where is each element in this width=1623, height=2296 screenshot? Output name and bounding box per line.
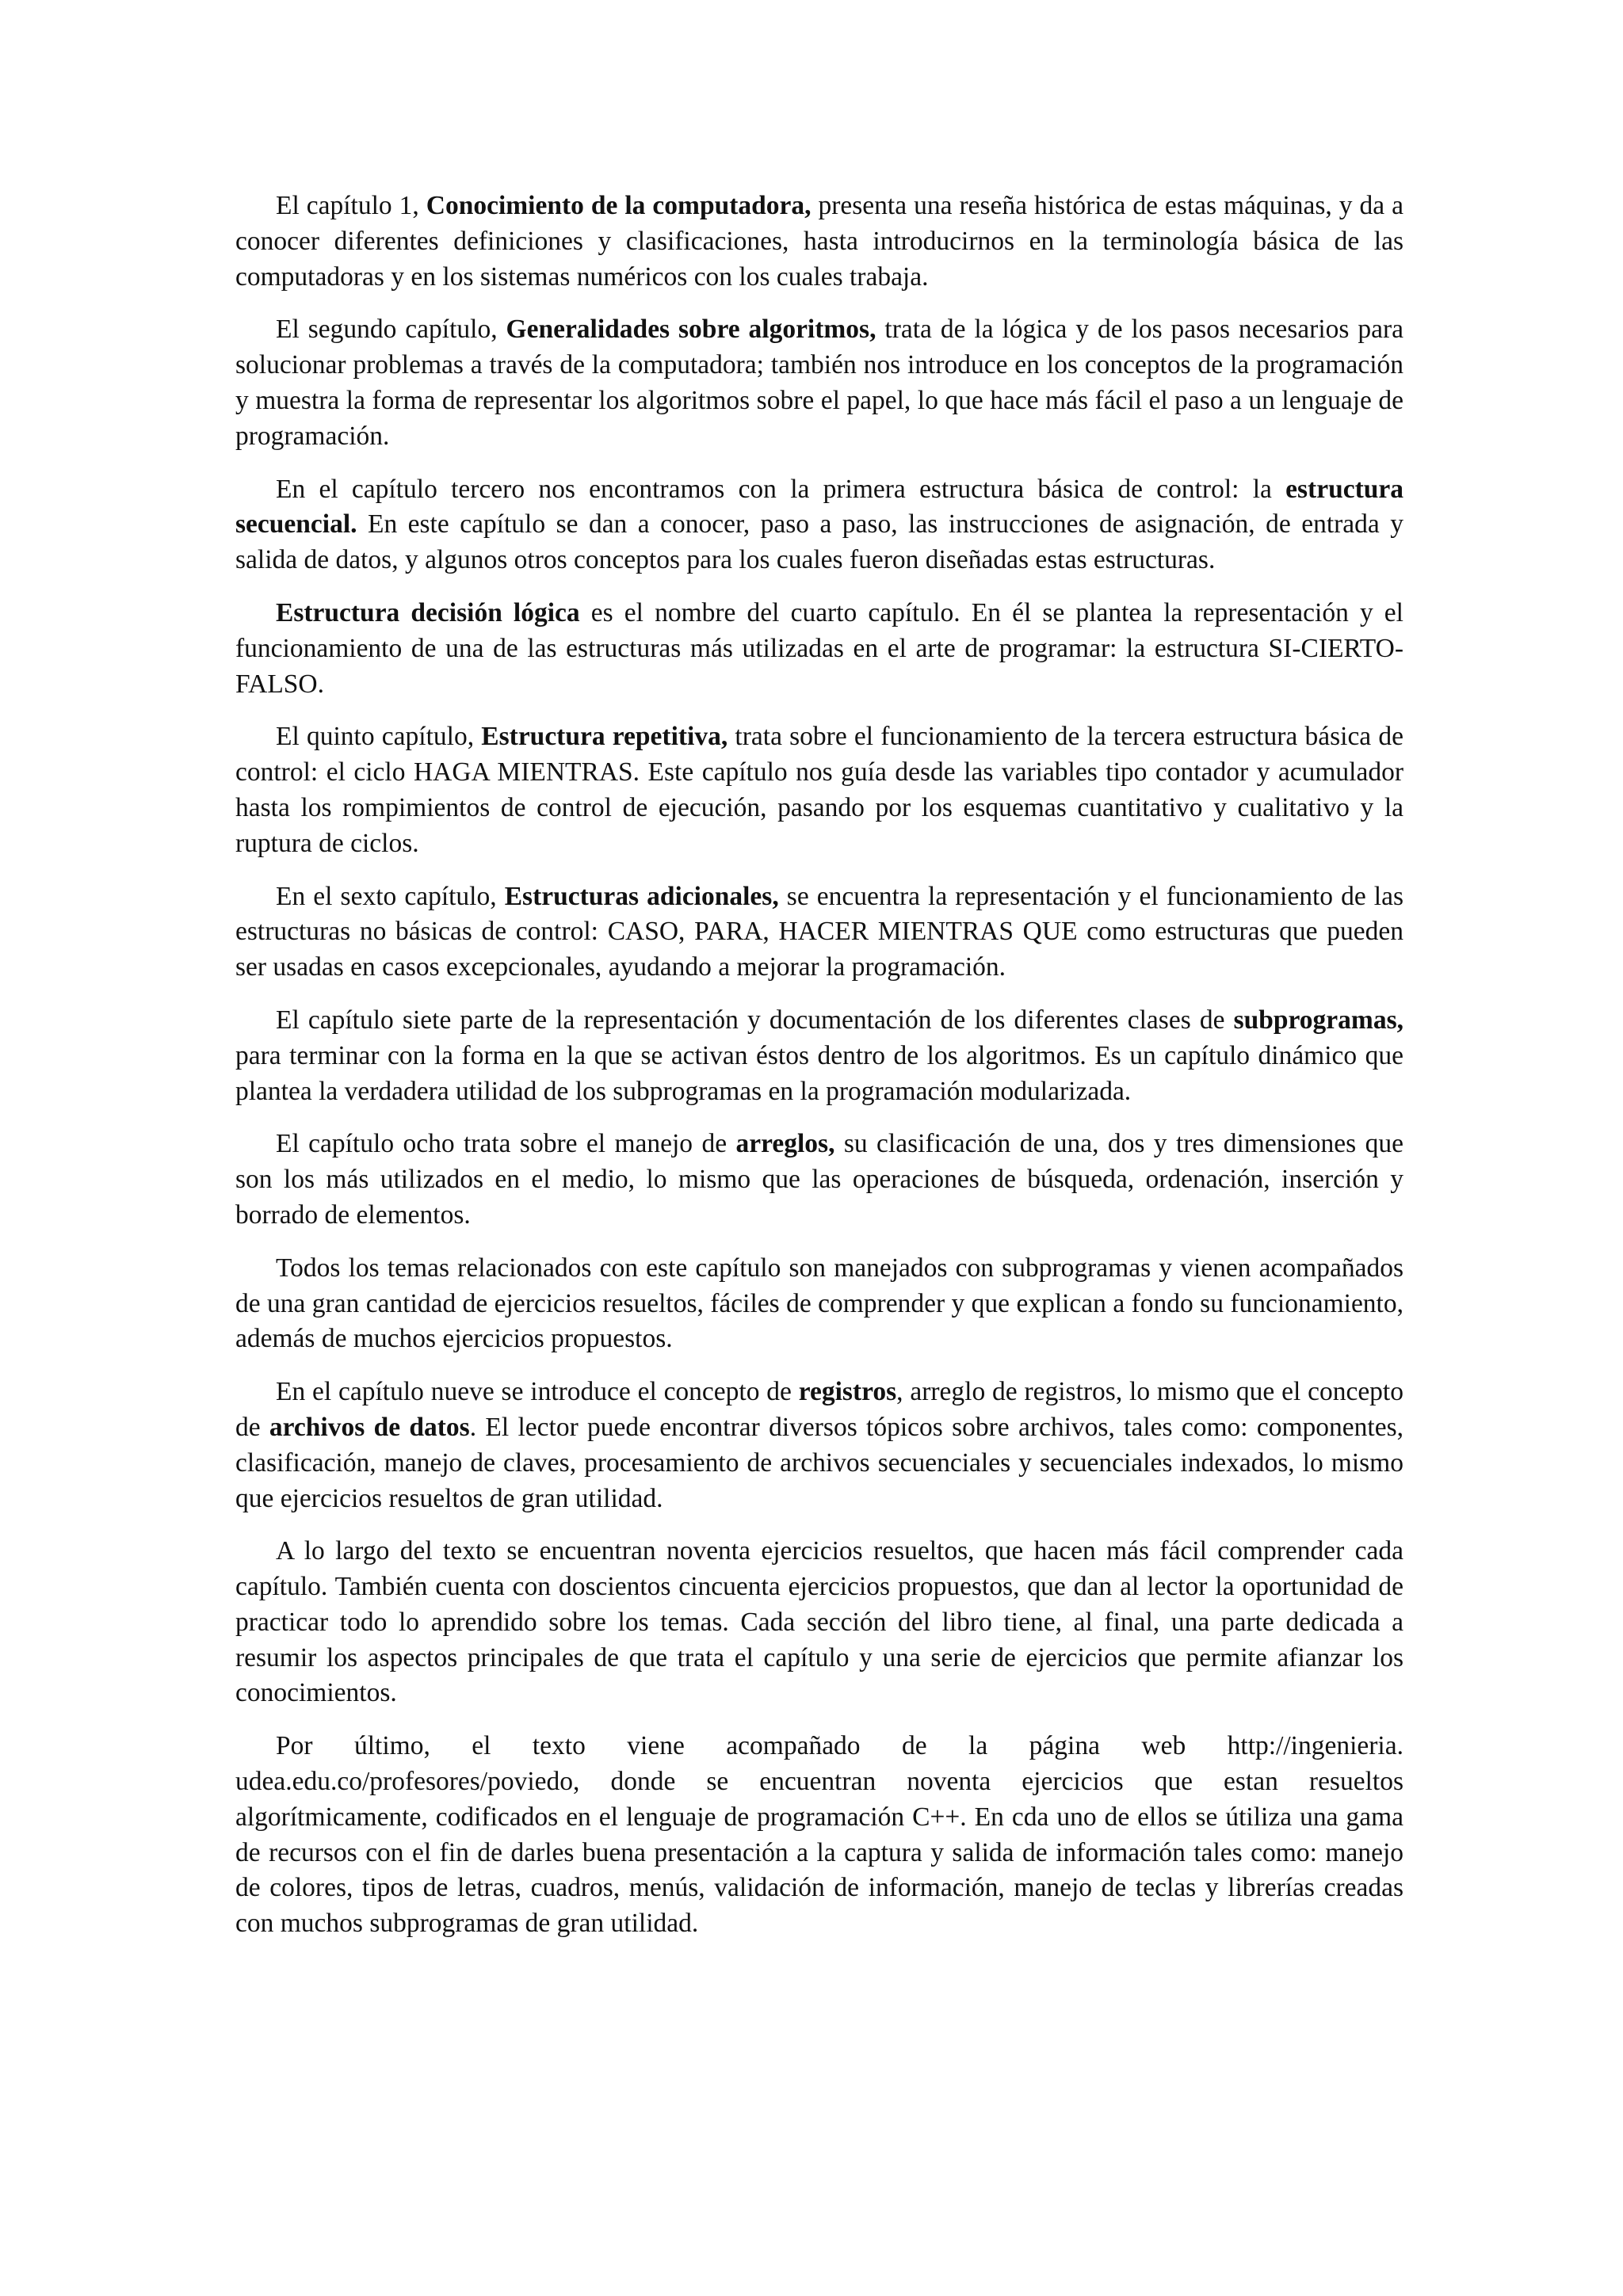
text-run: El capítulo ocho trata sobre el manejo de xyxy=(276,1129,736,1159)
text-run: El segundo capítulo, xyxy=(276,315,506,345)
text-run: para terminar con la forma en la que se activan éstos dentro de los algoritmos. Es un capítulo dinámico que plantea la verdadera utilidad de los subprogramas en la programación modularizada. xyxy=(235,1040,1403,1106)
chapter-title-bold: Estructuras adicionales, xyxy=(504,881,779,911)
text-run: . El lector puede encontrar diversos tópicos sobre archivos, tales como: componentes, clasificación, manejo de claves, procesamiento de archivos secuenciales y secuenciales indexados, lo mismo que ejercicios resueltos de gran utilidad. xyxy=(235,1412,1403,1513)
paragraph-chapter-8 xyxy=(235,1127,1403,1233)
text-run: trata sobre el funcionamiento de la tercera estructura básica de control: el ciclo HAGA MIENTRAS. Este capítulo nos guía desde las variables tipo contador y acumulador hasta los rompimientos de control de ejecución, pasando por los esquemas cuantitativo y cualitativo y la ruptura de ciclos. xyxy=(235,722,1403,858)
text-run: En este capítulo se dan a conocer, paso a paso, las instrucciones de asignación, de entrada y salida de datos, y algunos otros conceptos para los cuales fueron diseñadas estas estructuras. xyxy=(235,509,1403,575)
text-run: Por último, el texto viene acompañado de la página web http://ingenieria. udea.edu.co/profesores/poviedo, donde se encuentran noventa ejercicios que estan resueltos algorítmicamente, codificados en el lenguaje de programación C++. En cda uno de ellos se útiliza una gama de recursos con el fin de darles buena presentación a la captura y salida de información tales como: manejo de colores, tipos de letras, cuadros, menús, validación de información, manejo de teclas y librerías creadas con muchos subprogramas de gran utilidad. xyxy=(235,1731,1403,1939)
chapter-title-bold: Conocimiento de la computadora, xyxy=(426,191,812,220)
text-run: se encuentra la representación y el funcionamiento de las estructuras no básicas de control: CASO, PARA, HACER MIENTRAS QUE como estructuras que pueden ser usadas en casos excepcionales, ayudando a mejorar la programación. xyxy=(235,881,1403,982)
paragraph-chapter-4 xyxy=(235,596,1403,702)
paragraph-chapter-3 xyxy=(235,472,1403,578)
text-run: su clasificación de una, dos y tres dimensiones que son los más utilizados en el medio, lo mismo que las operaciones de búsqueda, ordenación, inserción y borrado de elementos. xyxy=(235,1129,1403,1230)
paragraph-chapter-2 xyxy=(235,312,1403,454)
text-run: A lo largo del texto se encuentran noventa ejercicios resueltos, que hacen más fácil comprender cada capítulo. También cuenta con doscientos cincuenta ejercicios propuestos, que dan al lector la oportunidad de practicar todo lo aprendido sobre los temas. Cada sección del libro tiene, al final, una parte dedicada a resumir los aspectos principales de que trata el capítulo y una serie de ejercicios que permite afianzar los conocimientos. xyxy=(235,1536,1403,1708)
chapter-title-bold: estructura secuencial. xyxy=(235,474,1403,540)
text-run: Todos los temas relacionados con este capítulo son manejados con subprogramas y vienen acompañados de una gran cantidad de ejercicios resueltos, fáciles de comprender y que explican a fondo su funcionamiento, además de muchos ejercicios propuestos. xyxy=(235,1253,1403,1354)
chapter-title-bold: Estructura repetitiva, xyxy=(481,722,728,752)
text-run: El capítulo 1, xyxy=(276,191,426,220)
text-run: El capítulo siete parte de la representación y documentación de los diferentes clases de xyxy=(276,1005,1234,1035)
text-run: El quinto capítulo, xyxy=(276,722,482,752)
paragraph-website xyxy=(235,1729,1403,1942)
text-run: En el capítulo nueve se introduce el concepto de xyxy=(276,1377,799,1407)
paragraph-chapter-7 xyxy=(235,1003,1403,1109)
chapter-title-bold: Estructura decisión lógica xyxy=(276,597,580,627)
document-page xyxy=(235,189,1403,1959)
text-run: En el capítulo tercero nos encontramos con la primera estructura básica de control: la xyxy=(276,474,1286,504)
text-run: , arreglo de registros, lo mismo que el concepto de xyxy=(235,1377,1403,1442)
chapter-title-bold: Generalidades sobre algoritmos, xyxy=(506,315,876,345)
text-run: trata de la lógica y de los pasos necesarios para solucionar problemas a través de la computadora; también nos introduce en los conceptos de la programación y muestra la forma de representar los algoritmos sobre el papel, lo que hace más fácil el paso a un lenguaje de programación. xyxy=(235,315,1403,451)
keyword-bold: archivos de datos xyxy=(269,1412,470,1442)
paragraph-subprogram-topics xyxy=(235,1251,1403,1357)
text-run: es el nombre del cuarto capítulo. En él se plantea la representación y el funcionamiento de una de las estructuras más utilizadas en el arte de programar: la estructura SI-CIERTO-FALSO. xyxy=(235,597,1403,699)
paragraph-exercises xyxy=(235,1534,1403,1711)
paragraph-chapter-9 xyxy=(235,1375,1403,1516)
chapter-title-bold: arreglos, xyxy=(735,1129,835,1159)
paragraph-chapter-1 xyxy=(235,189,1403,295)
keyword-bold: registros xyxy=(798,1377,897,1407)
paragraph-chapter-5 xyxy=(235,719,1403,861)
chapter-title-bold: subprogramas, xyxy=(1233,1005,1403,1035)
text-run: presenta una reseña histórica de estas máquinas, y da a conocer diferentes definiciones y clasificaciones, hasta introducirnos en la terminología básica de las computadoras y en los sistemas numéricos con los cuales trabaja. xyxy=(235,191,1404,292)
paragraph-chapter-6 xyxy=(235,879,1403,986)
text-run: En el sexto capítulo, xyxy=(276,881,505,911)
